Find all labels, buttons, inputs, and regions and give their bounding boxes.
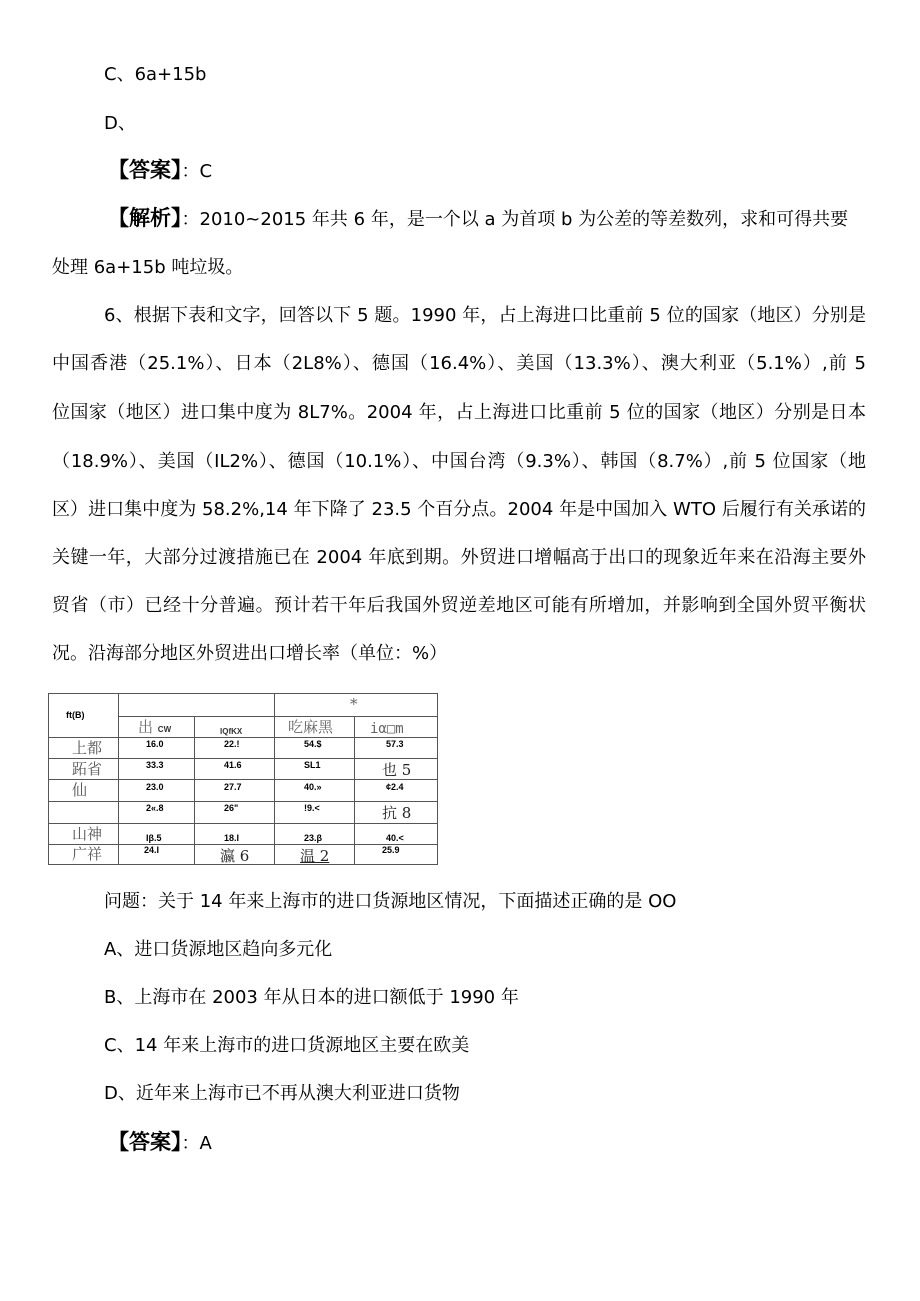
cell-r6c2: 瀛 6: [220, 847, 250, 865]
cell-r6c3: 温 2: [300, 847, 330, 865]
answer-label: 【答案】: [108, 158, 182, 182]
cell-r5c3: 23.β: [304, 833, 323, 843]
analysis-label: 【解析】: [108, 206, 182, 230]
growth-rate-table: [48, 693, 438, 865]
cell-r2c1: 33.3: [146, 760, 164, 770]
option-a: A、进口货源地区趋向多元化: [104, 939, 333, 960]
cell-r5c1: Iβ.5: [146, 833, 162, 843]
col-header-1-main: 出: [138, 718, 154, 736]
passage-line-3: 位国家（地区）进口集中度为 8L7%。2004 年，占上海进口比重前 5 位的国家（地区）分别是日本: [52, 402, 866, 423]
cell-r2c2: 41.6: [224, 760, 242, 770]
cell-r2c4: 也 5: [382, 761, 412, 779]
row-label-1: 上都: [72, 739, 103, 757]
col-header-2-sub: IQfKX: [220, 727, 243, 736]
passage-line-7: 贸省（市）已经十分普遍。预计若干年后我国外贸逆差地区可能有所增加，并影响到全国外贸平衡状: [52, 595, 866, 616]
cell-r5c4: 40.<: [386, 833, 404, 843]
col-header-2: [220, 721, 242, 740]
analysis-line-1: [108, 206, 848, 232]
answer-line-q6: [108, 1130, 212, 1156]
row-label-6: 广祥: [72, 845, 103, 863]
cell-r1c3: 54.$: [304, 739, 322, 749]
cell-r3c3: 40.»: [304, 782, 322, 792]
table-grid: [48, 693, 438, 865]
cell-r4c3: !9.<: [304, 803, 320, 813]
row-label-3: 仙: [72, 781, 88, 799]
question-stem: 问题：关于 14 年来上海市的进口货源地区情况，下面描述正确的是 OO: [104, 891, 677, 912]
cell-r1c4: 57.3: [386, 739, 404, 749]
col-header-4: iα□m: [370, 721, 404, 737]
table-group-header: *: [350, 695, 358, 713]
cell-r2c3: SL1: [304, 760, 321, 770]
cell-r1c2: 22.!: [224, 739, 240, 749]
answer-label-q6: 【答案】: [108, 1130, 182, 1154]
cell-r5c2: 18.I: [224, 833, 240, 843]
option-d: D、: [104, 113, 136, 134]
cell-r4c4: 抗 8: [382, 804, 412, 822]
option-d-q6: D、近年来上海市已不再从澳大利亚进口货物: [104, 1083, 460, 1104]
answer-value-q6: ：A: [181, 1133, 212, 1154]
passage-line-8: 况。沿海部分地区外贸进出口增长率（单位：%）: [52, 643, 448, 664]
analysis-line-2: 处理 6a+15b 吨垃圾。: [52, 257, 244, 278]
col-header-3: 吃麻黑: [288, 718, 334, 736]
row-label-2: 跖省: [72, 760, 103, 778]
passage-line-1: 6、根据下表和文字，回答以下 5 题。1990 年，占上海进口比重前 5 位的国家（地区）分别是: [104, 305, 866, 326]
cell-r3c1: 23.0: [146, 782, 164, 792]
answer-value: ：C: [181, 161, 213, 182]
cell-r4c1: 2«.8: [146, 803, 164, 813]
cell-r6c4: 25.9: [382, 845, 400, 855]
cell-r1c1: 16.0: [146, 739, 164, 749]
col-header-1-sub: CW: [157, 725, 172, 734]
answer-line: [108, 158, 212, 184]
passage-line-6: 关键一年，大部分过渡措施已在 2004 年底到期。外贸进口增幅高于出口的现象近年来在沿海主要外: [52, 547, 866, 568]
option-c: C、6a+15b: [104, 64, 207, 85]
table-corner-label: ft(B): [66, 710, 85, 720]
option-c-q6: C、14 年来上海市的进口货源地区主要在欧美: [104, 1035, 470, 1056]
analysis-text-1: ：2010~2015 年共 6 年，是一个以 a 为首项 b 为公差的等差数列，求和可得共要: [181, 209, 849, 230]
passage-line-4: （18.9%）、美国（IL2%）、德国（10.1%）、中国台湾（9.3%）、韩国（8.7%）,前 5 位国家（地: [52, 451, 866, 472]
cell-r6c1: 24.I: [144, 845, 160, 855]
passage-line-2: 中国香港（25.1%）、日本（2L8%）、德国（16.4%）、美国（13.3%）、澳大利亚（5.1%）,前 5: [52, 353, 866, 374]
cell-r3c2: 27.7: [224, 782, 242, 792]
row-label-5: 山神: [72, 825, 103, 843]
passage-line-5: 区）进口集中度为 58.2%,14 年下降了 23.5 个百分点。2004 年是中国加入 WTO 后履行有关承诺的: [52, 499, 866, 520]
cell-r4c2: 26": [224, 803, 239, 813]
option-b: B、上海市在 2003 年从日本的进口额低于 1990 年: [104, 987, 519, 1008]
cell-r3c4: ¢2.4: [386, 782, 404, 792]
col-header-1: [138, 719, 171, 738]
